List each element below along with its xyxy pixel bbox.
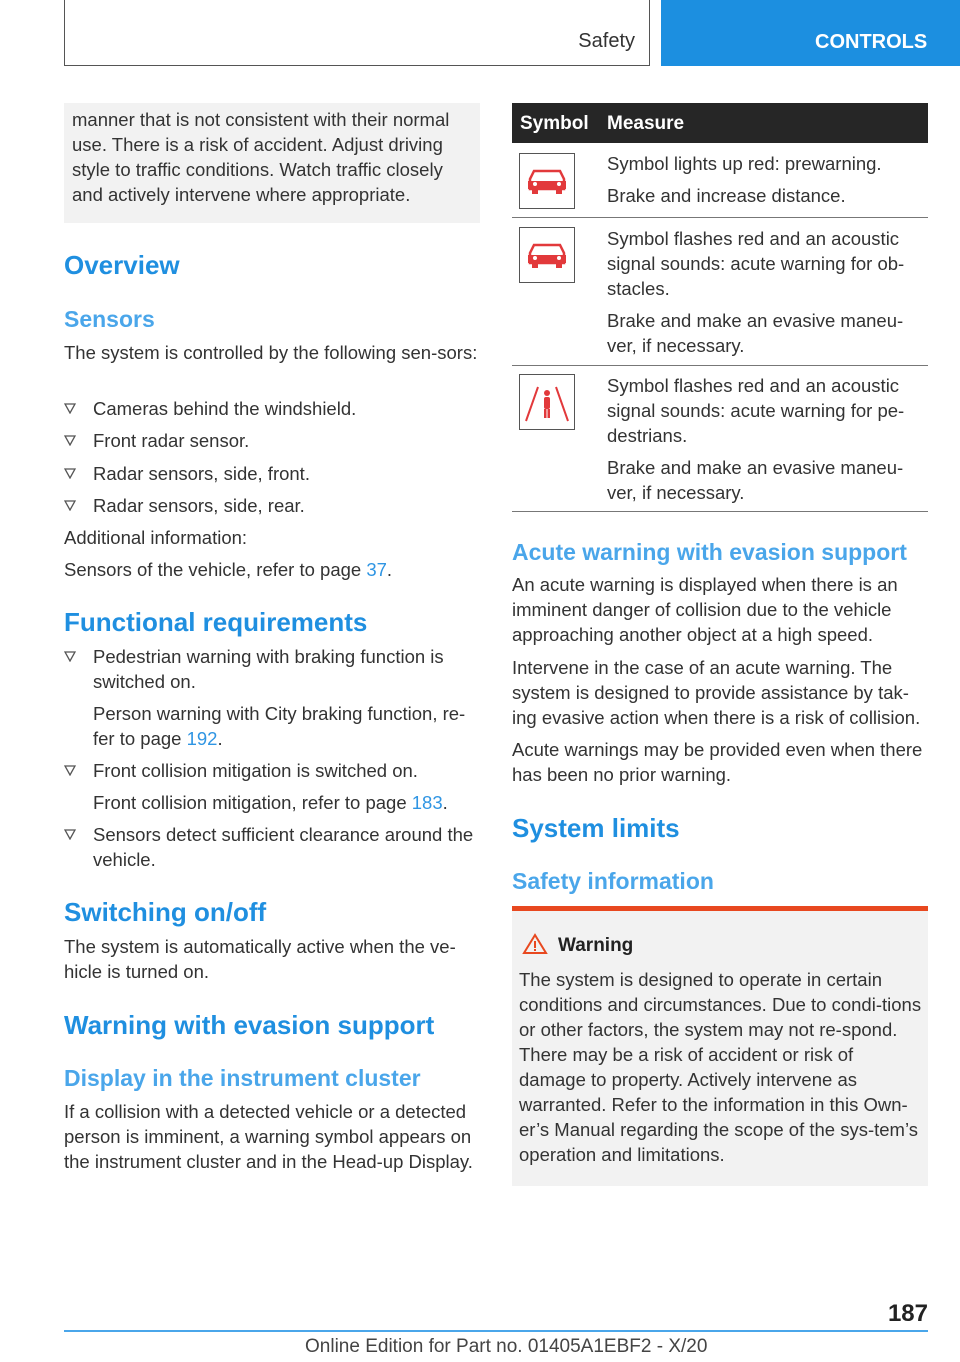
display-heading: Display in the instrument cluster <box>64 1065 421 1091</box>
warning-text: The system is designed to operate in certain conditions and circumstances. Due to condi‐tions or other factors, the system may not re‐spond. There may be a risk of accident or risk of damage to property. Actively intervene as warranted. Refer to the information in this Own‐er’s Manual regarding the scope of the sys‐tem’s operation and limitations. <box>519 969 922 1165</box>
bullet-triangle-icon <box>64 461 76 486</box>
warning-evasion-heading: Warning with evasion support <box>64 1010 435 1040</box>
list-item-text: Radar sensors, side, rear. <box>93 495 305 516</box>
row-divider <box>512 217 928 218</box>
system-limits-heading: System limits <box>512 813 680 843</box>
switching-heading: Switching on/off <box>64 897 267 927</box>
page-link[interactable]: 37 <box>366 559 387 580</box>
switching-text: The system is automatically active when the ve‐hicle is turned on. <box>64 936 456 982</box>
bullet-triangle-icon <box>64 822 76 847</box>
warning-triangle-icon <box>522 933 548 960</box>
req2-reference: Front collision mitigation, refer to page 183. <box>93 792 448 813</box>
overview-heading: Overview <box>64 250 180 280</box>
list-item-text: Sensors detect sufficient clearance around the vehicle. <box>93 824 474 870</box>
bullet-triangle-icon <box>64 758 76 783</box>
list-item <box>64 461 480 486</box>
measure-text: Symbol flashes red and an acoustic signal sounds: acute warning for pe‐destrians. Brake and make an evasive maneu‐ver, if necessary. <box>607 375 905 503</box>
warning-box <box>512 906 928 1186</box>
row-divider <box>512 365 928 366</box>
measure-text: Symbol flashes red and an acoustic signal sounds: acute warning for ob‐stacles. Brake and make an evasive maneu‐ver, if necessary. <box>607 228 905 356</box>
footer-divider <box>64 1330 928 1332</box>
acute-paragraph-1: An acute warning is displayed when there is an imminent danger of collision due to the vehicle approaching another object at a high speed. <box>512 574 898 645</box>
page-link[interactable]: 192 <box>186 728 218 749</box>
car-front-icon <box>519 227 575 283</box>
sensors-reference: Sensors of the vehicle, refer to page 37. <box>64 559 393 580</box>
list-item-text: Cameras behind the windshield. <box>93 398 357 419</box>
column-header-measure: Measure <box>607 113 685 134</box>
chapter-tab[interactable] <box>661 0 960 66</box>
additional-info-label: Additional information: <box>64 527 248 548</box>
bullet-triangle-icon <box>64 396 76 421</box>
list-item <box>64 822 480 872</box>
intro-note: manner that is not consistent with their normal use. There is a risk of accident. Adjust driving style to traffic conditions. Watch traffic closely and actively intervene where appropriate. <box>64 103 480 223</box>
list-item-text: Radar sensors, side, front. <box>93 463 310 484</box>
page-number: 187 <box>887 1300 928 1327</box>
bullet-triangle-icon <box>64 644 76 669</box>
car-front-icon <box>519 153 575 209</box>
acute-paragraph-2: Intervene in the case of an acute warning. The system is designed to provide assistance by tak‐ing evasive action when there is a risk of collision. <box>512 657 921 728</box>
display-text: If a collision with a detected vehicle or a detected person is imminent, a warning symbol appears on the instrument cluster and in the Head-up Display. <box>64 1101 473 1172</box>
row-divider <box>512 511 928 512</box>
footer-edition: Online Edition for Part no. 01405A1EBF2 - X/20 <box>305 1336 708 1357</box>
req1-reference: Person warning with City braking function, re‐fer to page 192. <box>93 703 466 749</box>
pedestrian-icon <box>519 374 575 430</box>
section-title: Safety <box>578 30 635 52</box>
table-header <box>512 103 928 143</box>
measure-text: Symbol lights up red: prewarning. Brake and increase distance. <box>607 153 882 206</box>
list-item <box>64 396 480 421</box>
safety-information-heading: Safety information <box>512 868 714 894</box>
list-item <box>64 644 480 694</box>
list-item-text: Front collision mitigation is switched on. <box>93 760 418 781</box>
page-link[interactable]: 183 <box>411 792 443 813</box>
list-item-text: Front radar sensor. <box>93 430 250 451</box>
list-item <box>64 493 480 518</box>
column-header-symbol: Symbol <box>520 113 589 134</box>
chapter-tab-label: CONTROLS <box>815 31 928 53</box>
sensors-intro: The system is controlled by the following sen‐sors: <box>64 342 478 363</box>
acute-warning-heading: Acute warning with evasion support <box>512 539 907 565</box>
warning-title: Warning <box>558 935 634 956</box>
list-item <box>64 428 480 453</box>
sensors-heading: Sensors <box>64 306 155 332</box>
bullet-triangle-icon <box>64 428 76 453</box>
bullet-triangle-icon <box>64 493 76 518</box>
functional-requirements-heading: Functional requirements <box>64 607 368 637</box>
header-section-box <box>64 0 650 66</box>
acute-paragraph-3: Acute warnings may be provided even when there has been no prior warning. <box>512 739 923 785</box>
list-item-text: Pedestrian warning with braking function is switched on. <box>93 646 444 692</box>
list-item <box>64 758 480 783</box>
